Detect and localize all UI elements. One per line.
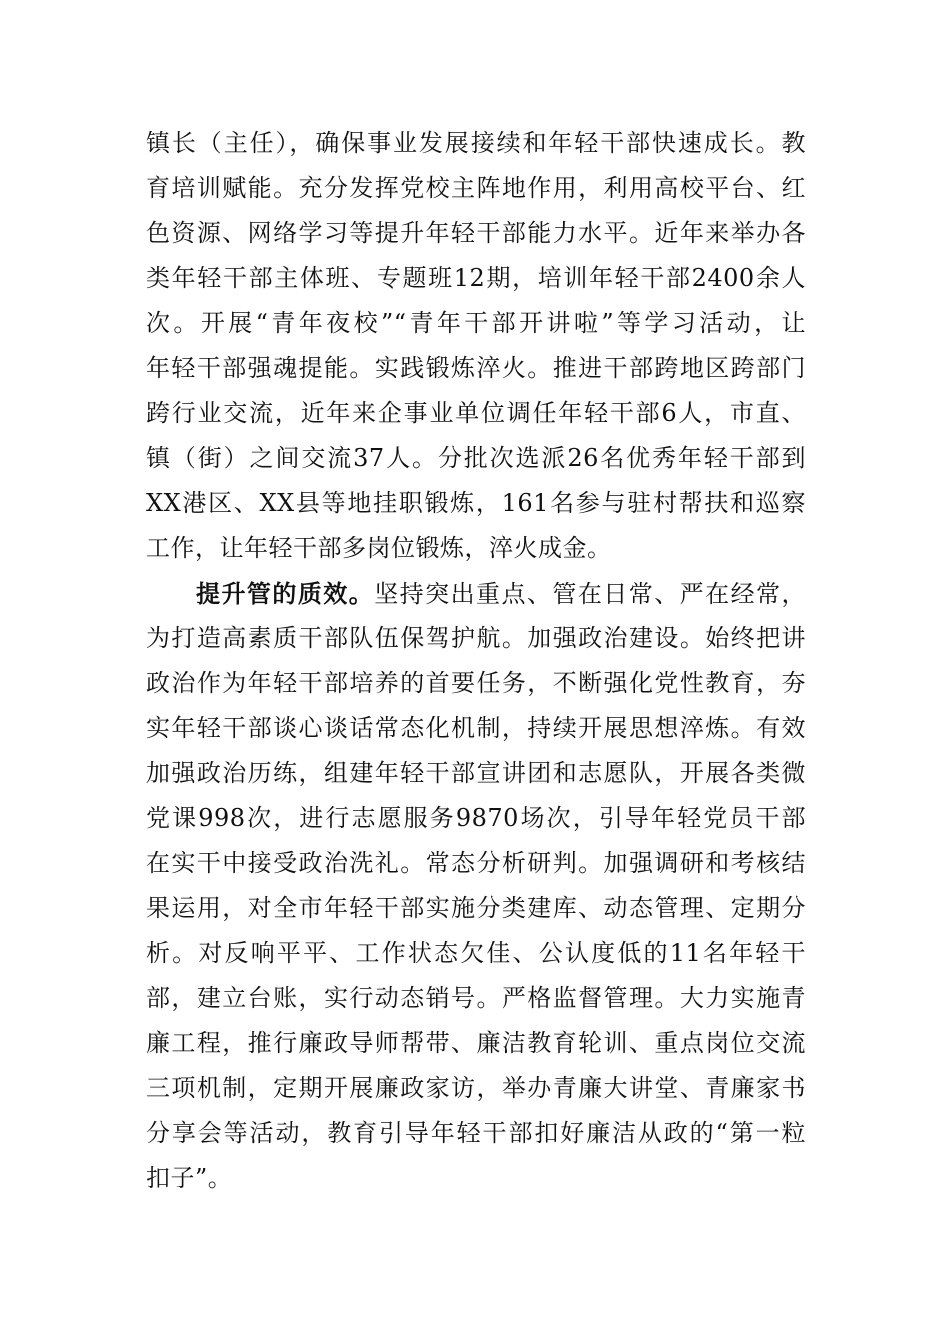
text-line: 加强政治历练，组建年轻干部宣讲团和志愿队，开展各类微: [146, 759, 806, 787]
paragraph-first-line: [146, 571, 806, 616]
text-line: 次。开展“青年夜校”“青年干部开讲啦”等学习活动，让: [146, 309, 806, 337]
text-line: 分享会等活动，教育引导年轻干部扣好廉洁从政的“第一粒: [146, 1119, 806, 1147]
text-line: 年轻干部强魂提能。实践锻炼淬火。推进干部跨地区跨部门: [146, 354, 806, 382]
text-line: 党课998次，进行志愿服务9870场次，引导年轻党员干部: [146, 804, 806, 832]
text-line: 镇（街）之间交流37人。分批次选派26名优秀年轻干部到: [146, 444, 806, 472]
text-line: 育培训赋能。充分发挥党校主阵地作用，利用高校平台、红: [146, 174, 806, 202]
text-line: 析。对反响平平、工作状态欠佳、公认度低的11名年轻干: [146, 939, 806, 967]
text-fragment: 坚持突出重点、管在日常、严在经常，: [374, 580, 807, 608]
body-text: [146, 121, 806, 1201]
text-line: 镇长（主任），确保事业发展接续和年轻干部快速成长。教: [146, 129, 806, 157]
text-line: 工作，让年轻干部多岗位锻炼，淬火成金。: [146, 534, 612, 562]
text-line: 实年轻干部谈心谈话常态化机制，持续开展思想淬炼。有效: [146, 714, 806, 742]
text-line: 在实干中接受政治洗礼。常态分析研判。加强调研和考核结: [146, 849, 806, 877]
text-line: XX港区、XX县等地挂职锻炼，161名参与驻村帮扶和巡察: [146, 489, 806, 517]
text-line: 跨行业交流，近年来企事业单位调任年轻干部6人，市直、: [146, 399, 806, 427]
text-line: 果运用，对全市年轻干部实施分类建库、动态管理、定期分: [146, 894, 806, 922]
text-line: 部，建立台账，实行动态销号。严格监督管理。大力实施青: [146, 984, 806, 1012]
text-line: 政治作为年轻干部培养的首要任务，不断强化党性教育，夯: [146, 669, 806, 697]
text-line: 三项机制，定期开展廉政家访，举办青廉大讲堂、青廉家书: [146, 1074, 806, 1102]
text-line: 为打造高素质干部队伍保驾护航。加强政治建设。始终把讲: [146, 624, 806, 652]
text-line: 色资源、网络学习等提升年轻干部能力水平。近年来举办各: [146, 219, 806, 247]
section-heading: 提升管的质效。: [196, 579, 375, 608]
text-line: 廉工程，推行廉政导师帮带、廉洁教育轮训、重点岗位交流: [146, 1029, 806, 1057]
text-line: 扣子”。: [146, 1164, 233, 1192]
text-line: 类年轻干部主体班、专题班12期，培训年轻干部2400余人: [146, 264, 806, 292]
paragraph-training: [146, 121, 806, 571]
paragraph-management: [146, 571, 806, 1201]
